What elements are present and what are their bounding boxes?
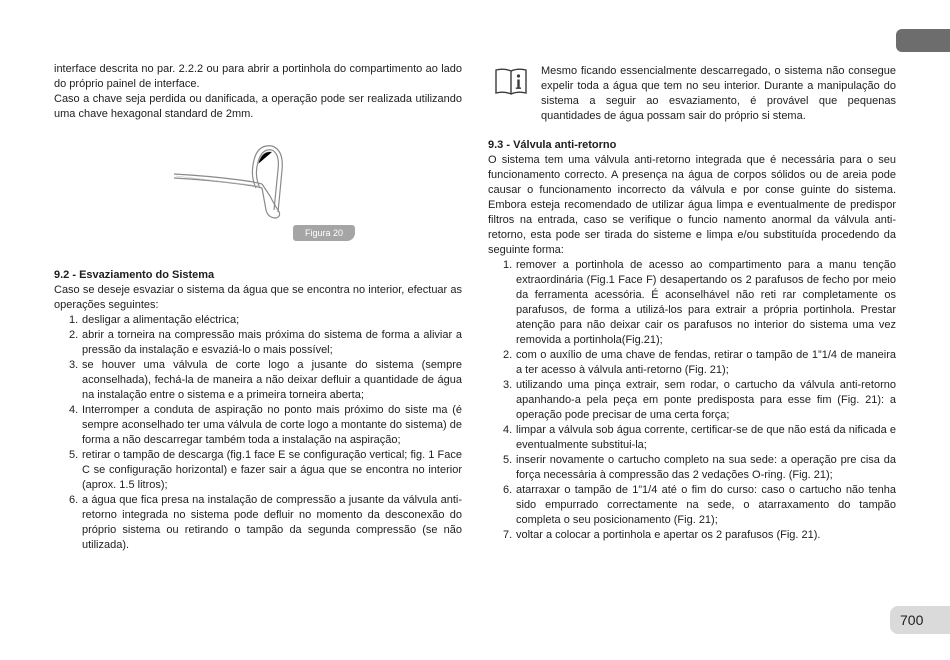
list-item — [54, 448, 462, 493]
step-text: utilizando uma pinça extrair, sem rodar, o cartucho da válvula anti-retorno apanhando-a pela peça em ponte predisposta para esse fim (Fig. 21): a operação pode precisar de uma certa força; — [516, 379, 896, 421]
section-9-3 — [488, 138, 896, 543]
step-text: abrir a torneira na compressão mais próxima do sistema de forma a aliviar a pressão da instalação e esvaziá-lo o mais possível; — [82, 329, 462, 356]
list-item — [488, 378, 896, 423]
list-item — [488, 423, 896, 453]
figure-caption: Figura 20 — [293, 225, 355, 241]
step-text: a água que fica presa na instalação de compressão a jusante da válvula anti-retorno integrada no sistema pode defluir no momento da desconexão do próprio sistema ou retirando o tampão da segunda compressão (se não utilizada). — [82, 494, 462, 551]
section-title: 9.2 - Esvaziamento do Sistema — [54, 269, 215, 281]
step-text: se houver uma válvula de corte logo a jusante do sistema (sempre aconselhada), fechá-la de maneira a não deixar defluir a quantidade de água na instalação entre o sistema e a primeira torneira aberta; — [82, 359, 462, 401]
step-number: 5. — [69, 449, 79, 461]
step-number: 6. — [69, 494, 79, 506]
info-note-text: Mesmo ficando essencialmente descarregado, o sistema não consegue expelir toda a água que tem no seu interior. Durante a manipulação do sistema a seguir ao esvaziamento, é provável que pequenas quantidades de água possam sair do próprio si stema. — [541, 65, 896, 122]
step-text: atarraxar o tampão de 1”1/4 até o fim do curso: caso o cartucho não tenha sido empurrado correctamente na sede, o atarraxamento do tampão completa o seu posicionamento (Fig. 21); — [516, 484, 896, 526]
step-text: remover a portinhola de acesso ao compartimento para a manu tenção extraordinária (Fig.1 Face F) desapertando os 2 parafusos de fecho por meio da ferramenta acessória. É aconselhável não reti rar completamente os parafusos, de forma a utilizá-los para extrair a própria portinhola. Prestar atenção para não deixar cair os parafusos no interior do sistema uma vez removida a portinhola(Fig.21); — [516, 259, 896, 346]
section-tab-marker — [896, 29, 950, 52]
section-9-2 — [54, 268, 462, 553]
book-info-icon — [494, 66, 528, 96]
list-item — [54, 403, 462, 448]
list-item — [54, 313, 462, 328]
step-text: inserir novamente o cartucho completo na sua sede: a operação pre cisa da força necessária à compressão das 2 vedações O-ring. (Fig. 21); — [516, 454, 896, 481]
steps-list — [54, 313, 462, 553]
intro-paragraph-2: Caso a chave seja perdida ou danificada, a operação pode ser realizada utilizando uma chave hexagonal standard de 2mm. — [54, 93, 462, 120]
step-number: 3. — [503, 379, 513, 391]
step-number: 4. — [503, 424, 513, 436]
steps-list — [488, 258, 896, 543]
step-number: 1. — [69, 314, 79, 326]
step-number: 5. — [503, 454, 513, 466]
section-intro: Caso se deseje esvaziar o sistema da água que se encontra no interior, efectuar as operações seguintes: — [54, 284, 462, 311]
list-item — [54, 328, 462, 358]
list-item — [488, 258, 896, 348]
list-item — [488, 528, 896, 543]
step-number: 4. — [69, 404, 79, 416]
step-text: limpar a válvula sob água corrente, certificar-se de que não está da nificada e eventualmente substitui-la; — [516, 424, 896, 451]
step-text: com o auxílio de uma chave de fendas, retirar o tampão de 1”1/4 de maneira a ter acesso à válvula anti-retorno (Fig. 21); — [516, 349, 896, 376]
list-item — [488, 348, 896, 378]
section-intro: O sistema tem uma válvula anti-retorno integrada que é necessária para o seu funcionamento correcto. A presença na água de corpos sólidos ou de areia pode causar o funcionamento incorrecto da válvula e por conse guinte do sistema. Embora esteja recomendado de utilizar água limpa e eventualmente de predispor filtros na entrada, caso se verifique o funcio namento anormal da válvula anti-retorno, esta pode ser tirada do sisteme e limpa e/ou substituída procedendo da seguinte forma: — [488, 154, 896, 256]
step-text: Interromper a conduta de aspiração no ponto mais próximo do siste ma (é sempre aconselhado ter uma válvula de corte logo a montante do sistema) de forma a não descarregar também toda a instalação na aspiração; — [82, 404, 462, 446]
list-item — [54, 493, 462, 553]
step-text: voltar a colocar a portinhola e apertar os 2 parafusos (Fig. 21). — [516, 529, 821, 541]
step-number: 3. — [69, 359, 79, 371]
list-item — [488, 483, 896, 528]
page-number: 700 — [890, 606, 950, 634]
step-number: 1. — [503, 259, 513, 271]
list-item — [54, 358, 462, 403]
info-note — [488, 64, 896, 124]
section-title: 9.3 - Válvula anti-retorno — [488, 139, 617, 151]
step-text: retirar o tampão de descarga (fig.1 face E se configuração vertical; fig. 1 Face C se configuração horizontal) e fazer sair a água que se encontra no interior (aprox. 1.5 litros); — [82, 449, 462, 491]
step-number: 2. — [69, 329, 79, 341]
intro-paragraph-1: interface descrita no par. 2.2.2 ou para abrir a portinhola do compartimento ao lado do próprio painel de interface. — [54, 63, 462, 90]
list-item — [488, 453, 896, 483]
step-text: desligar a alimentação eléctrica; — [82, 314, 240, 326]
step-number: 6. — [503, 484, 513, 496]
left-column — [54, 62, 462, 122]
step-number: 7. — [503, 529, 513, 541]
step-number: 2. — [503, 349, 513, 361]
